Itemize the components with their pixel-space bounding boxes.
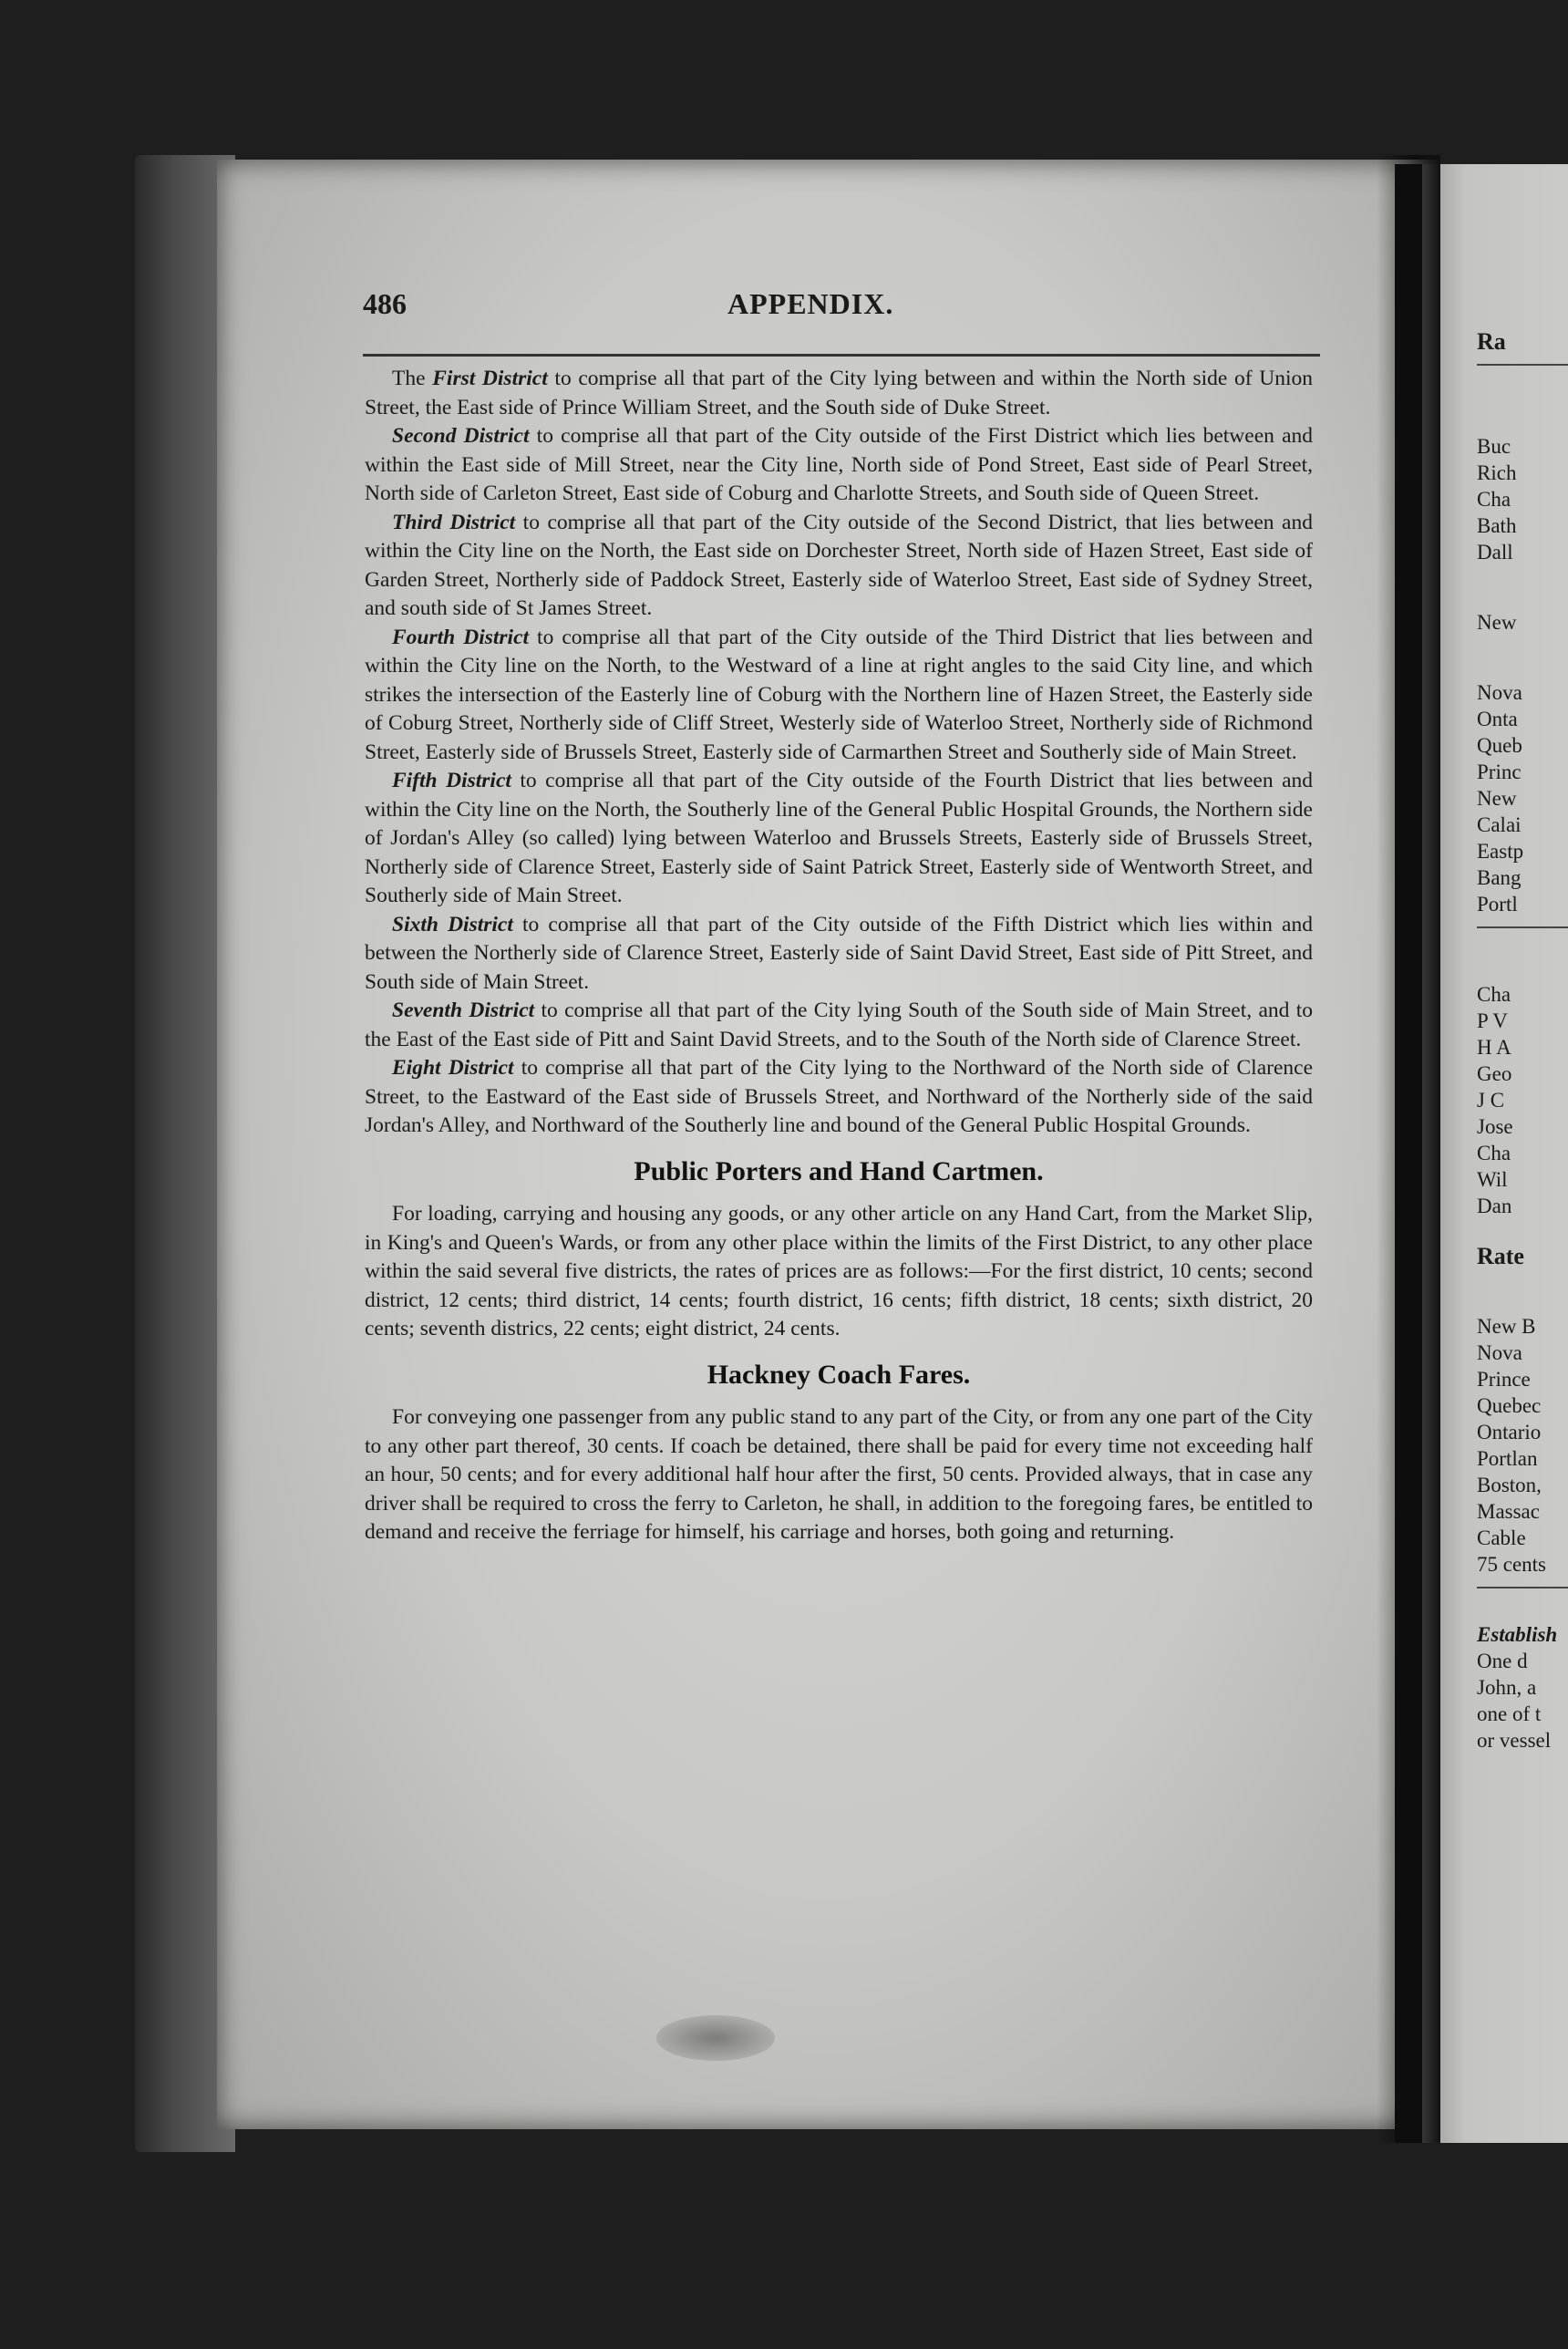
facing-line: New [1477,787,1517,810]
paragraph-lead: The [392,367,426,390]
district-name: Third District [392,510,516,534]
district-paragraph [365,509,1313,624]
header-rule [363,354,1320,357]
page-body [365,365,1313,1547]
hackney-paragraph: For conveying one passenger from any public stand to any part of the City, or from any one part of the City to any other part thereof, 30 cents. If coach be detained, there shall be paid for every time not exceeding half an hour, 50 cents; and for every additional half hour after the first, 50 cents. Provided always, that in case any driver shall be required to cross the ferry to Carleton, he shall, in addition to the foregoing fares, be entitled to demand and receive the ferriage for himself, his carriage and horses, both going and returning. [365,1405,1313,1544]
facing-line: Jose [1477,1115,1513,1138]
facing-line: J C [1477,1089,1505,1112]
district-paragraph [365,767,1313,911]
district-paragraph [365,997,1313,1054]
facing-line: Princ [1477,761,1522,783]
porters-heading: Public Porters and Hand Cartmen. [634,1155,1044,1186]
facing-list-2 [1477,679,1568,917]
district-text: to comprise all that part of the City outside of the Fifth District which lies within and between the Northerly side of Clarence Street, Easterly side of Saint David Street, East side of Pitt Street, and South side of Main Street. [365,912,1313,994]
facing-rule [1477,926,1568,928]
facing-line: P V [1477,1009,1508,1032]
running-head: APPENDIX. [727,287,894,320]
facing-list-1 [1477,433,1568,565]
facing-line: Calai [1477,813,1522,836]
facing-line: Geo [1477,1062,1512,1085]
district-text: to comprise all that part of the City outside of the Fourth District that lies between and within the City line on the North, the Southerly line of the General Public Hospital Grounds, the Northern side of Jordan's Alley (so called) lying between Waterloo and Brussels Streets, Easterly side of Brussels Street, Northerly side of Clarence Street, Easterly side of Saint Patrick Street, Easterly side of Wentworth Street, and Southerly side of Main Street. [365,769,1314,907]
facing-line: Boston, [1477,1474,1542,1496]
hackney-heading: Hackney Coach Fares. [707,1359,971,1390]
facing-line: Ontario [1477,1421,1542,1444]
ink-smudge [656,2015,775,2061]
facing-line: One d [1477,1650,1528,1672]
facing-line: Prince [1477,1368,1531,1391]
facing-establish-heading: Establish [1477,1623,1558,1646]
facing-line: John, a [1477,1676,1537,1699]
district-paragraph [365,911,1313,998]
facing-line: Cha [1477,1142,1511,1164]
district-text: to comprise all that part of the City outside of the Second District, that lies between and within the City line on the North, the East side on Dorchester Street, North side of Hazen Street, East side of Garden Street, Northerly side of Paddock Street, Easterly side of Waterloo Street, East side of Sydney Street, and south side of St James Street. [365,510,1313,620]
facing-rates-heading: Rate [1477,1243,1524,1269]
facing-list-4 [1477,1313,1568,1578]
district-text: to comprise all that part of the City lying South of the South side of Main Street, and to the East of the East side of Pitt and Saint David Streets, and to the South of the North side of Clarence Street. [365,999,1313,1051]
district-text: to comprise all that part of the City outside of the Third District that lies between and within the City line on the North, to the Westward of a line at right angles to the said City line, and which strikes the intersection of the Easterly line of Coburg with the Northern line of Hazen Street, the Easterly side of Coburg Street, Northerly side of Cliff Street, Westerly side of Waterloo Street, Northerly side of Richmond Street, Easterly side of Brussels Street, Easterly side of Carmarthen Street and Southerly side of Main Street. [365,625,1313,764]
facing-line: one of t [1477,1702,1542,1725]
facing-line: Massac [1477,1500,1540,1523]
facing-line: Rich [1477,461,1517,484]
district-name: Fourth District [392,625,530,649]
facing-line: Queb [1477,734,1522,757]
facing-line: 75 cents [1477,1553,1547,1576]
facing-line: Bath [1477,514,1517,537]
facing-rule [1477,364,1568,366]
facing-line: Cha [1477,488,1511,511]
facing-line: Wil [1477,1168,1508,1191]
facing-line: Portlan [1477,1447,1538,1470]
district-name: Seventh District [392,999,535,1022]
facing-line: Onta [1477,708,1518,730]
facing-line: Quebec [1477,1394,1542,1417]
district-text: to comprise all that part of the City outside of the First District which lies between and within the East side of Mill Street, near the City line, North side of Pond Street, East side of Pearl Street, North side of Carleton Street, East side of Coburg and Charlotte Streets, and South side of Queen Street. [365,424,1314,505]
facing-line: Nova [1477,1341,1522,1364]
district-name: Fifth District [392,769,511,792]
facing-line: Buc [1477,435,1511,458]
facing-line: or vessel [1477,1729,1552,1752]
book-spine [1395,164,1422,2143]
facing-line: Portl [1477,893,1518,916]
district-name: First District [432,367,548,390]
facing-heading: Ra [1477,328,1506,355]
page-header [363,287,1320,333]
district-paragraph [365,422,1313,509]
district-text: to comprise all that part of the City lying between and within the North side of Union Street, the East side of Prince William Street, and the South side of Duke Street. [365,367,1313,419]
district-name: Eight District [392,1056,514,1080]
facing-line: New [1477,611,1517,634]
facing-list-5 [1477,1648,1568,1754]
facing-list-3 [1477,981,1568,1219]
facing-line: H A [1477,1036,1511,1059]
facing-line: Dall [1477,541,1513,564]
page-number: 486 [363,287,407,320]
facing-line: New B [1477,1315,1536,1338]
district-name: Second District [392,424,530,448]
district-paragraph [365,624,1313,768]
facing-rule [1477,1587,1568,1588]
facing-line: Cha [1477,983,1511,1006]
porters-paragraph: For loading, carrying and housing any goods, or any other article on any Hand Cart, from the Market Slip, in King's and Queen's Wards, or from any other place within the limits of the First District, to any other place within the said several five districts, the rates of prices are as follows:—For the first district, 10 cents; second district, 12 cents; third district, 14 cents; fourth district, 16 cents; fifth district, 18 cents; sixth district, 20 cents; seventh districs, 22 cents; eight district, 24 cents. [365,1202,1313,1340]
district-paragraph [365,1054,1313,1141]
district-text: to comprise all that part of the City lying to the Northward of the North side of Clarence Street, to the Eastward of the East side of Brussels Street, and Northward of the Northerly side of the said Jordan's Alley, and Northward of the Southerly line and bound of the General Public Hospital Grounds. [365,1056,1313,1137]
facing-line: Bang [1477,866,1522,889]
facing-line: Nova [1477,681,1522,704]
district-name: Sixth District [392,912,513,936]
district-paragraph [365,365,1313,422]
facing-line: Eastp [1477,840,1524,863]
facing-line: Cable [1477,1526,1526,1549]
facing-line: Dan [1477,1195,1512,1217]
facing-page-fragment [1477,328,1568,1754]
